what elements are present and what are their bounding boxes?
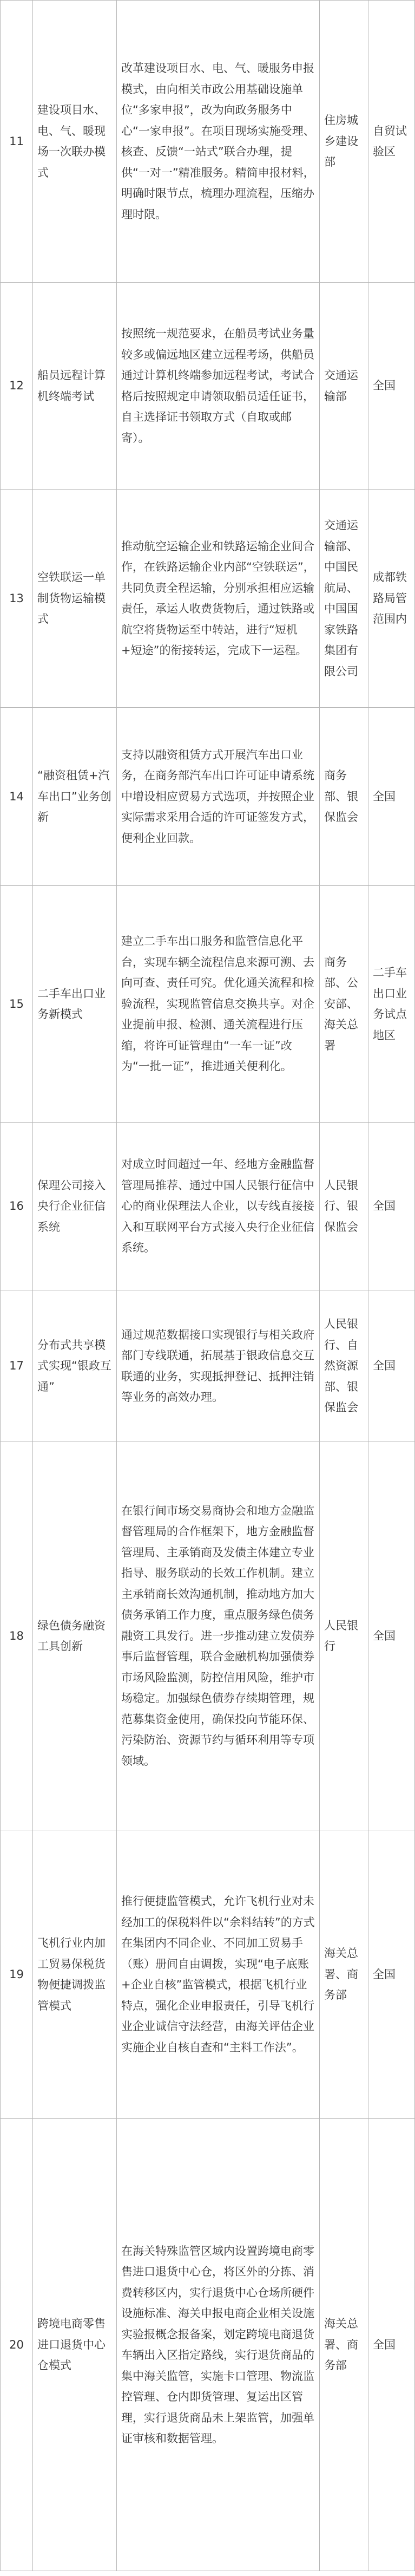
measure-description: 按照统一规范要求，在船员考试业务量较多或偏远地区建立远程考场，供船员通过计算机终端参加远程考试，考试合格后按照规定申请领取船员适任证书，自主选择证书领取方式（自取或邮寄）。 — [117, 283, 320, 490]
row-number: 20 — [1, 2119, 33, 2571]
measure-name: 保理公司接入央行企业征信系统 — [33, 1123, 117, 1290]
promotion-scope: 全国 — [368, 1442, 415, 1830]
responsible-department: 海关总署、商务部 — [320, 1830, 368, 2119]
responsible-department: 住房城乡建设部 — [320, 1, 368, 283]
responsible-department: 商务部、公安部、海关总署 — [320, 886, 368, 1123]
measure-name: 飞机行业内加工贸易保税货物便捷调拨监管模式 — [33, 1830, 117, 2119]
row-number: 12 — [1, 283, 33, 490]
promotion-scope: 全国 — [368, 2119, 415, 2571]
promotion-scope: 全国 — [368, 1290, 415, 1442]
measure-description: 支持以融资租赁方式开展汽车出口业务，在商务部汽车出口许可证申请系统中增设相应贸易方式选项，并按照企业实际需求采用合适的许可证签发方式，便利企业回款。 — [117, 708, 320, 886]
row-number: 18 — [1, 1442, 33, 1830]
responsible-department: 商务部、银保监会 — [320, 708, 368, 886]
measure-name: 跨境电商零售进口退货中心仓模式 — [33, 2119, 117, 2571]
table-row — [1, 1830, 415, 2119]
row-number: 11 — [1, 1, 33, 283]
row-number: 13 — [1, 490, 33, 708]
table-row — [1, 708, 415, 886]
table-row — [1, 886, 415, 1123]
responsible-department: 人民银行 — [320, 1442, 368, 1830]
row-number: 14 — [1, 708, 33, 886]
table-row — [1, 283, 415, 490]
table-row — [1, 1123, 415, 1290]
promotion-scope: 全国 — [368, 1830, 415, 2119]
row-number: 16 — [1, 1123, 33, 1290]
responsible-department: 交通运输部、中国民航局、中国国家铁路集团有限公司 — [320, 490, 368, 708]
measure-description: 在海关特殊监管区域内设置跨境电商零售进口退货中心仓，将区外的分拣、消费转移区内，实行退货中心仓场所硬件设施标准、海关申报电商企业相关设施实验报概念报备案，划定跨境电商退货车辆出入区指定路线，实行退货商品的集中海关监管，实施卡口管理、物流监控管理、仓内即货管理、复运出区管理，实行退货商品未上架监管，加强单证审核和数据管理。 — [117, 2119, 320, 2571]
promotion-scope: 全国 — [368, 1123, 415, 1290]
responsible-department: 海关总署、商务部 — [320, 2119, 368, 2571]
table-row — [1, 1442, 415, 1830]
responsible-department: 人民银行、银保监会 — [320, 1123, 368, 1290]
measure-description: 推动航空运输企业和铁路运输企业间合作，在铁路运输企业内部“空铁联运”，共同负责全程运输，分别承担相应运输责任，承运人收费货物后，通过铁路或航空将货物运至中转站，进行“短机+短途”的衔接转运，完成下一运程。 — [117, 490, 320, 708]
promotion-scope: 二手车出口业务试点地区 — [368, 886, 415, 1123]
measure-description: 改革建设项目水、电、气、暖服务申报模式，由向相关市政公用基础设施单位“多家申报”，改为向政务服务中心“一家申报”。在项目现场实施受理、核查、反馈“一站式”联合办理，提供“一对一”精准服务。精简申报材料，明确时限节点，梳理办理流程，压缩办理时限。 — [117, 1, 320, 283]
measure-name: 二手车出口业务新模式 — [33, 886, 117, 1123]
measure-description: 对成立时间超过一年、经地方金融监督管理局推荐、通过中国人民银行征信中心的商业保理法人企业，以专线直接接入和互联网平台方式接入央行企业征信系统。 — [117, 1123, 320, 1290]
measure-name: 船员远程计算机终端考试 — [33, 283, 117, 490]
measure-name: 建设项目水、电、气、暖现场一次联办模式 — [33, 1, 117, 283]
responsible-department: 人民银行、自然资源部、银保监会 — [320, 1290, 368, 1442]
promotion-scope: 全国 — [368, 708, 415, 886]
promotion-scope: 全国 — [368, 283, 415, 490]
table-row — [1, 490, 415, 708]
measure-name: 空铁联运一单制货物运输模式 — [33, 490, 117, 708]
row-number: 15 — [1, 886, 33, 1123]
measure-description: 推行便捷监管模式，允许飞机行业对未经加工的保税料件以“余料结转”的方式在集团内不同企业、不同加工贸易手（账）册间自由调拨，实现“电子底账+企业自核”监管模式，根据飞机行业特点，强化企业申报责任，引导飞机行业企业诚信守法经营，由海关评估企业实施企业自核自查和“主料工作法”。 — [117, 1830, 320, 2119]
promotion-scope: 自贸试验区 — [368, 1, 415, 283]
measure-description: 建立二手车出口服务和监管信息化平台，实现车辆全流程信息来源可溯、去向可查、责任可究。优化通关流程和检验流程，实现监管信息交换共享。对企业提前申报、检测、通关流程进行压缩，将许可证管理由“一车一证”改为“一批一证”，推进通关便利化。 — [117, 886, 320, 1123]
table-row — [1, 1290, 415, 1442]
table-row — [1, 1, 415, 283]
measure-name: 绿色债务融资工具创新 — [33, 1442, 117, 1830]
row-number: 17 — [1, 1290, 33, 1442]
measure-description: 通过规范数据接口实现银行与相关政府部门专线联通，拓展基于银政信息交互联通的业务，实现抵押登记、抵押注销等业务的高效办理。 — [117, 1290, 320, 1442]
row-number: 19 — [1, 1830, 33, 2119]
responsible-department: 交通运输部 — [320, 283, 368, 490]
measure-name: “融资租赁+汽车出口”业务创新 — [33, 708, 117, 886]
measure-name: 分布式共享模式实现“银政互通” — [33, 1290, 117, 1442]
table-row — [1, 2119, 415, 2571]
promotion-scope: 成都铁路局管范围内 — [368, 490, 415, 708]
measure-description: 在银行间市场交易商协会和地方金融监督管理局的合作框架下，地方金融监督管理局、主承销商及发债主体建立专业指导、服务联动的长效工作机制。建立主承销商长效沟通机制，推动地方加大债务承销工作力度，重点服务绿色债务融资工具发行。进一步推动建立发债券事后监督管理，联合金融机构加强债券市场风险监测，防控信用风险，维护市场稳定。加强绿色债券存续期管理，规范募集资金使用，确保投向节能环保、污染防治、资源节约与循环利用等专项领域。 — [117, 1442, 320, 1830]
